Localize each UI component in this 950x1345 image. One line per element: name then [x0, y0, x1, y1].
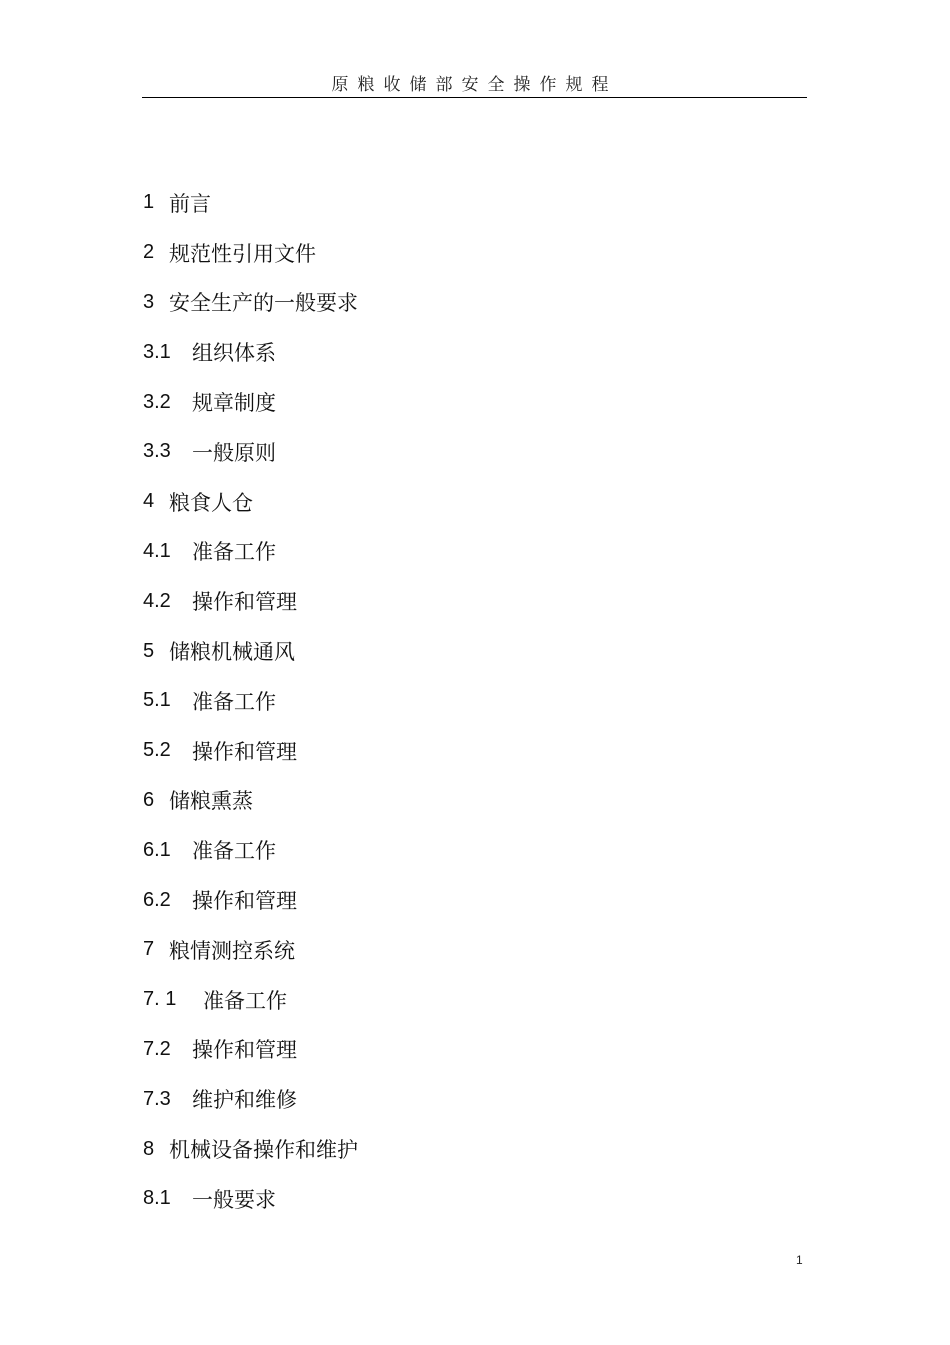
toc-label: 储粮机械通风: [169, 640, 295, 665]
toc-label: 操作和管理: [192, 739, 297, 764]
toc-item: [143, 576, 803, 626]
toc-item: [143, 776, 803, 826]
toc-number: 5: [143, 639, 155, 662]
toc-item: [143, 1124, 803, 1174]
toc-label: 粮情测控系统: [169, 938, 295, 963]
toc-number: 6: [143, 788, 155, 811]
toc-number: 2: [143, 241, 155, 264]
toc-number: 8: [143, 1137, 155, 1160]
toc-label: 安全生产的一般要求: [169, 291, 358, 316]
toc-number: 6.1: [143, 838, 171, 861]
toc-label: 准备工作: [192, 540, 276, 565]
toc-item: [143, 377, 803, 427]
table-of-contents: [143, 178, 803, 1224]
toc-item: [143, 825, 803, 875]
toc-item: [143, 626, 803, 676]
toc-number: 3.2: [143, 390, 171, 413]
page-number: 1: [796, 1253, 803, 1267]
toc-item: [143, 726, 803, 776]
toc-label: 机械设备操作和维护: [169, 1138, 358, 1163]
toc-label: 储粮熏蒸: [169, 789, 253, 814]
toc-label: 操作和管理: [192, 1038, 297, 1063]
toc-item: [143, 278, 803, 328]
toc-item: [143, 676, 803, 726]
toc-label: 前言: [169, 191, 211, 216]
toc-number: 4.1: [143, 539, 171, 562]
toc-number: 5.2: [143, 739, 171, 762]
toc-item: [143, 1025, 803, 1075]
toc-label: 规范性引用文件: [169, 241, 316, 266]
toc-item: [143, 925, 803, 975]
toc-label: 粮食人仓: [169, 490, 253, 515]
toc-number: 8.1: [143, 1187, 171, 1210]
toc-label: 准备工作: [192, 689, 276, 714]
toc-label: 准备工作: [203, 988, 287, 1013]
toc-item: [143, 477, 803, 527]
toc-item: [143, 975, 803, 1025]
toc-label: 组织体系: [192, 341, 276, 366]
toc-item: [143, 1174, 803, 1224]
toc-number: 4.2: [143, 589, 171, 612]
toc-item: [143, 427, 803, 477]
toc-number: 6.2: [143, 888, 171, 911]
toc-number: 3.1: [143, 340, 171, 363]
toc-item: [143, 327, 803, 377]
toc-number: 5.1: [143, 689, 171, 712]
toc-number: 7. 1: [143, 988, 177, 1011]
toc-number: 3: [143, 290, 155, 313]
toc-item: [143, 527, 803, 577]
toc-label: 一般要求: [192, 1187, 276, 1212]
toc-number: 1: [143, 191, 155, 214]
toc-number: 7.2: [143, 1037, 171, 1060]
toc-item: [143, 875, 803, 925]
toc-label: 维护和维修: [192, 1088, 297, 1113]
toc-item: [143, 1074, 803, 1124]
toc-number: 3.3: [143, 440, 171, 463]
toc-number: 4: [143, 490, 155, 513]
toc-item: [143, 178, 803, 228]
page-header: [142, 66, 807, 98]
toc-label: 操作和管理: [192, 590, 297, 615]
toc-label: 规章制度: [192, 391, 276, 416]
toc-item: [143, 228, 803, 278]
toc-label: 准备工作: [192, 839, 276, 864]
toc-number: 7: [143, 938, 155, 961]
toc-label: 一般原则: [192, 440, 276, 465]
toc-label: 操作和管理: [192, 889, 297, 914]
toc-number: 7.3: [143, 1087, 171, 1110]
header-title: 原粮收储部安全操作规程: [331, 75, 618, 95]
